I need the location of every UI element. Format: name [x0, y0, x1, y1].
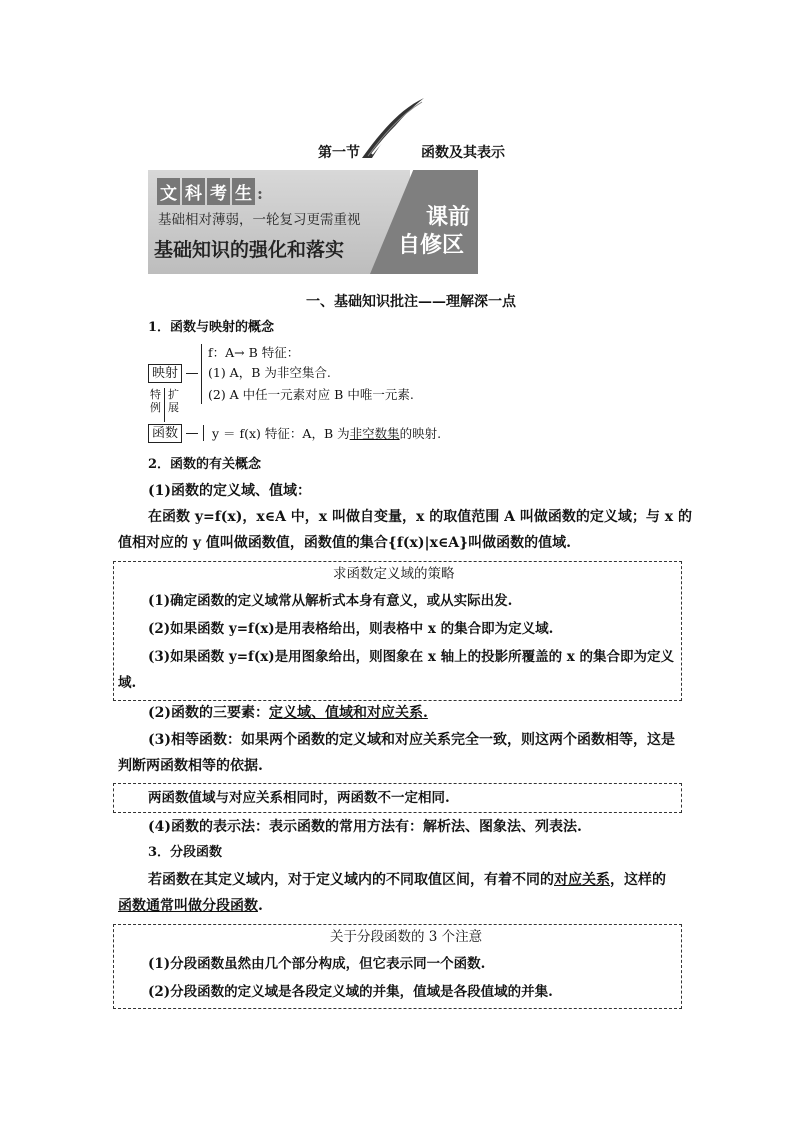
swoosh-logo-icon	[358, 96, 428, 160]
item2-sub1: (1)函数的定义域、值域：	[148, 483, 311, 499]
function-label: 函数	[148, 424, 182, 443]
box1-line-1: (1)确定函数的定义域常从解析式本身有意义，或从实际出发.	[148, 593, 513, 609]
banner-chip: 文	[157, 178, 180, 205]
section-heading: 一、基础知识批注——理解深一点	[306, 294, 516, 310]
banner-subtitle: 基础相对薄弱，一轮复习更需重视	[158, 212, 361, 228]
item2-title: 2．函数的有关概念	[148, 457, 262, 472]
map-bracket	[201, 344, 207, 404]
item2-sub4: (4)函数的表示法：表示函数的常用方法有：解析法、图象法、列表法.	[148, 819, 582, 835]
function-line	[212, 424, 441, 444]
box3-line-2: (2)分段函数的定义域是各段定义域的并集，值域是各段值域的并集.	[148, 984, 553, 1000]
item3-para-l1	[148, 870, 666, 890]
page-title: 函数及其表示	[421, 145, 505, 161]
item3-para-l2	[118, 896, 263, 916]
item2-para-l1: 在函数 y=f(x)，x∈A 中，x 叫做自变量，x 的取值范围 A 叫做函数的定义域；与 x 的	[148, 509, 692, 525]
function-connector	[186, 433, 198, 434]
item2-sub2	[148, 703, 428, 723]
item2-para-l2: 值相对应的 y 值叫做函数值，函数值的集合{f(x)|x∈A}叫做函数的值域.	[118, 535, 572, 551]
item2-sub3-l2: 判断两函数相等的依据.	[118, 758, 263, 774]
banner-chip: 考	[207, 178, 230, 205]
map-line-1: f：A→ B 特征：	[208, 345, 300, 360]
item2-sub3-l1: (3)相等函数：如果两个函数的定义域和对应关系完全一致，则这两个函数相等，这是	[148, 732, 675, 748]
item1-title: 1．函数与映射的概念	[148, 320, 275, 335]
banner-chip: 生	[232, 178, 255, 205]
item3-para-l1-a: 若函数在其定义域内，对于定义域内的不同取值区间，有着不同的	[148, 872, 554, 888]
item3-para-l1-b: ，这样的	[610, 872, 666, 888]
item3-title: 3．分段函数	[148, 845, 223, 860]
banner-right-line1: 课前	[426, 205, 471, 230]
banner-chips	[157, 178, 263, 205]
item3-para-l2-underline: 函数通常叫做分段函数	[118, 898, 258, 914]
extend-label: 扩展	[168, 388, 179, 414]
banner-chip: 科	[182, 178, 205, 205]
function-line-underline: 非空数集	[349, 426, 400, 441]
box3-title: 关于分段函数的 3 个注意	[330, 929, 483, 945]
arrow-divider	[164, 388, 165, 422]
box2-line-1: 两函数值域与对应关系相同时，两函数不一定相同.	[148, 790, 450, 806]
box1-line-2: (2)如果函数 y=f(x)是用表格给出，则表格中 x 的集合即为定义域.	[148, 621, 554, 637]
item3-para-l2-b: .	[258, 898, 263, 914]
box1-line-4: 域.	[118, 675, 137, 691]
item2-sub2-a: (2)函数的三要素：	[148, 705, 269, 721]
function-bracket	[203, 425, 204, 441]
mapping-label: 映射	[148, 364, 182, 383]
box3-line-1: (1)分段函数虽然由几个部分构成，但它表示同一个函数.	[148, 956, 486, 972]
banner-right-line2: 自修区	[398, 233, 465, 258]
mapping-connector	[186, 373, 198, 374]
map-line-3: (2) A 中任一元素对应 B 中唯一元素.	[208, 387, 414, 402]
item3-para-l1-underline: 对应关系	[554, 872, 610, 888]
box1-title: 求函数定义域的策略	[333, 566, 455, 582]
banner-main: 基础知识的强化和落实	[154, 239, 345, 261]
function-line-a: y ＝ f(x) 特征：A，B 为	[212, 426, 350, 441]
banner-colon: :	[257, 184, 263, 203]
function-line-b: 的映射.	[399, 426, 442, 441]
item2-sub2-underline: 定义域、值域和对应关系.	[269, 705, 428, 721]
box1-line-3: (3)如果函数 y=f(x)是用图象给出，则图象在 x 轴上的投影所覆盖的 x 的集合即为定义	[148, 649, 675, 665]
special-case-label: 特例	[150, 388, 161, 414]
map-line-2: (1) A，B 为非空集合.	[208, 365, 331, 380]
section-number: 第一节	[318, 145, 360, 161]
